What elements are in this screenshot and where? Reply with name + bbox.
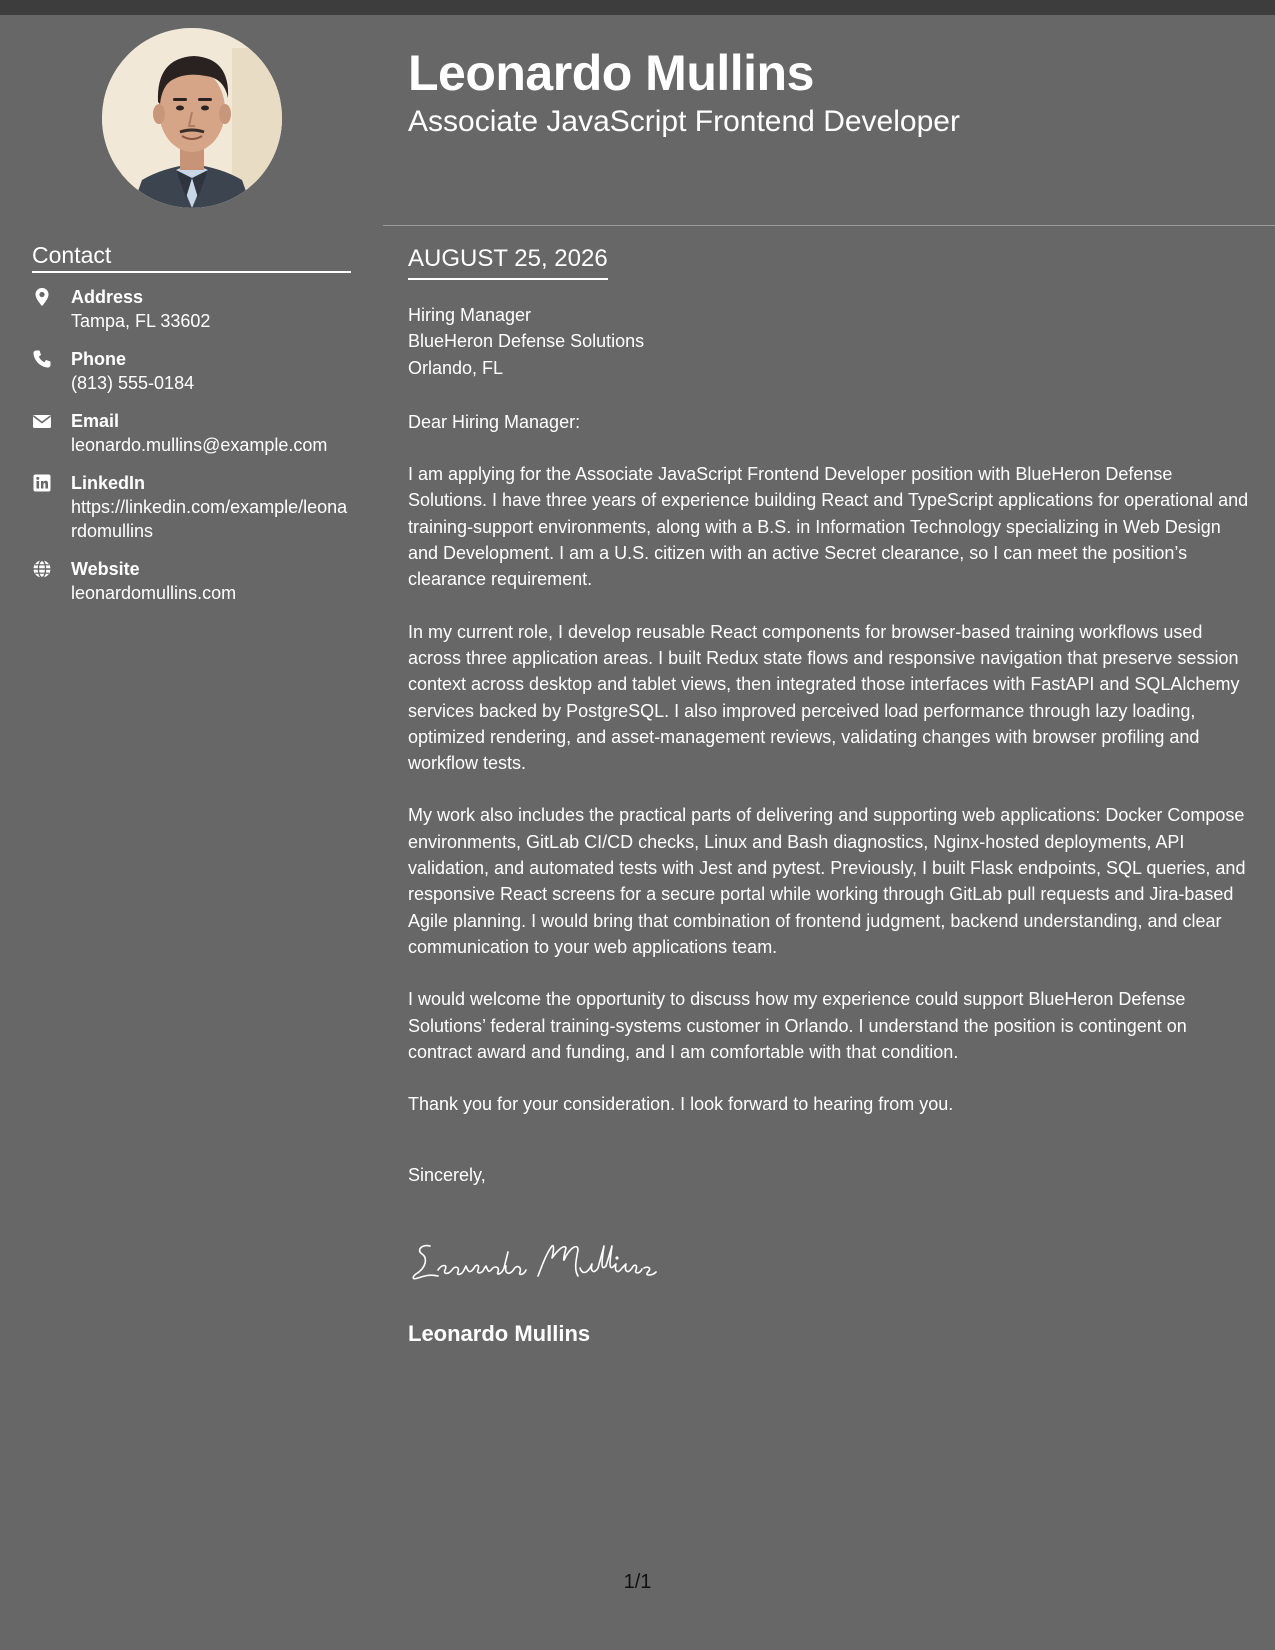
contact-value: Tampa, FL 33602 — [71, 311, 211, 331]
profile-photo — [102, 28, 282, 208]
header-divider — [383, 225, 1275, 226]
letter-paragraph: Thank you for your consideration. I look forward to hearing from you. — [408, 1094, 954, 1115]
letter-date: AUGUST 25, 2026 — [408, 244, 608, 280]
candidate-name: Leonardo Mullins — [408, 45, 814, 101]
contact-value: leonardo.mullins@example.com — [71, 435, 328, 455]
recipient-line: Orlando, FL — [408, 357, 504, 378]
closing: Sincerely, — [408, 1165, 486, 1186]
recipient-line: BlueHeron Defense Solutions — [408, 331, 645, 352]
contact-label: Website — [71, 559, 140, 579]
envelope-icon — [32, 411, 52, 431]
contact-value[interactable]: leonardomullins.com — [71, 583, 237, 603]
contact-list — [32, 285, 352, 619]
contact-label: LinkedIn — [71, 473, 146, 493]
top-bar — [0, 0, 1275, 15]
map-pin-icon — [32, 287, 52, 307]
page-number: 1/1 — [623, 1571, 652, 1593]
contact-label: Address — [71, 287, 144, 307]
contact-value: (813) 555-0184 — [71, 373, 195, 393]
recipient-block — [408, 302, 1253, 381]
handwritten-signature — [408, 1236, 678, 1291]
globe-icon — [32, 559, 52, 579]
contact-label: Phone — [71, 349, 127, 369]
phone-icon — [32, 349, 52, 369]
contact-item-linkedin — [32, 471, 352, 543]
contact-item-email — [32, 409, 352, 457]
letter-paragraph: I would welcome the opportunity to discuss how my experience could support BlueHeron Defense Solutions’ federal training-systems customer in Orlando. I understand the position is contingent on contract award and funding, and I am comfortable with that condition. — [408, 989, 1187, 1062]
contact-item-website — [32, 557, 352, 605]
contact-heading: Contact — [32, 241, 351, 273]
contact-item-phone — [32, 347, 352, 395]
job-title: Associate JavaScript Frontend Developer — [408, 105, 960, 138]
letter-body — [408, 302, 1253, 1189]
linkedin-icon — [32, 473, 52, 493]
letter-paragraph: My work also includes the practical parts of delivering and supporting web applications: Docker Compose environments, GitLab CI/CD checks, Linux and Bash diagnostics, Nginx-hosted deployments, API validation, and automated tests with Jest and pytest. Previously, I built Flask endpoints, SQL queries, and responsive React screens for a secure portal while working through GitLab pull requests and Jira-based Agile planning. I would bring that combination of frontend judgment, backend understanding, and clear communication to your web applications team. — [408, 805, 1246, 957]
salutation: Dear Hiring Manager: — [408, 411, 581, 432]
recipient-line: Hiring Manager — [408, 305, 532, 325]
contact-item-address — [32, 285, 352, 333]
contact-label: Email — [71, 411, 120, 431]
letter-paragraph: I am applying for the Associate JavaScript Frontend Developer position with BlueHeron Defense Solutions. I have three years of experience building React and TypeScript applications for operational and training-support environments, along with a B.S. in Information Technology specializing in Web Design and Development. I am a U.S. citizen with an active Secret clearance, so I can meet the position’s clearance requirement. — [408, 464, 1249, 590]
signer-name: Leonardo Mullins — [408, 1321, 591, 1346]
contact-value[interactable]: https://linkedin.com/example/leonardomullins — [71, 497, 348, 541]
letter-paragraph: In my current role, I develop reusable React components for browser-based training workflows used across three application areas. I built Redux state flows and responsive navigation that preserve session context across desktop and tablet views, then integrated those interfaces with FastAPI and SQLAlchemy services backed by PostgreSQL. I also improved perceived load performance through lazy loading, optimized rendering, and asset-management reviews, validating changes with browser profiling and workflow tests. — [408, 621, 1240, 774]
